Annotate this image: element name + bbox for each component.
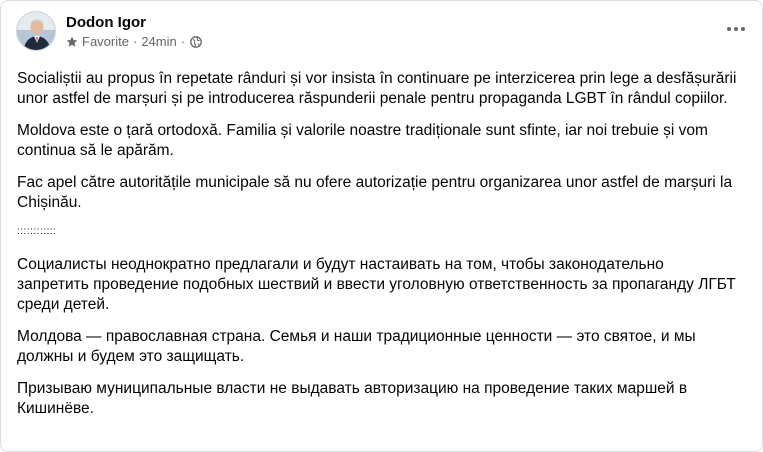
post-paragraph: Socialiștii au propus în repetate rânduri și vor insista în continuare pe interzicerea prin lege a desfășurării unor astfel de marșuri și pe introducerea răspunderii penale pentru propaganda LGBT în rândul copiilor. [17,70,737,107]
post-paragraph: Социалисты неоднократно предлагали и будут настаивать на том, чтобы законодательно запретить проведение подобных шествий и ввести уголовную ответственность за пропаганду ЛГБТ среди детей. [17,256,736,313]
post-separator: :::::::::::: [17,226,57,237]
post-meta [66,13,202,50]
more-options-button[interactable] [724,21,748,37]
post-header [16,11,202,51]
post-paragraph: Молдова — православная страна. Семья и наши традиционные ценности — это святое, и мы должны и будем это защищать. [17,328,696,365]
meta-separator: · [180,33,186,49]
author-avatar[interactable] [16,11,56,51]
profile-photo-icon [17,12,56,51]
post-time[interactable]: 24min [141,33,177,49]
author-name[interactable]: Dodon Igor [66,13,146,31]
star-icon [66,36,78,48]
more-options-icon [726,26,746,32]
post-paragraph: Fac apel către autoritățile municipale să nu ofere autorizație pentru organizarea unor astfel de marșuri la Chișinău. [17,174,733,211]
post-text [17,69,737,431]
globe-icon[interactable] [190,36,202,48]
post-subline [66,34,202,50]
post-paragraph: Moldova este o țară ortodoxă. Familia și valorile noastre tradiționale sunt sfinte, iar noi trebuie și vom continua să le apărăm. [17,122,708,159]
post-paragraph: Призываю муниципальные власти не выдавать авторизацию на проведение таких маршей в Кишинёве. [17,380,688,417]
meta-separator: · [132,33,138,49]
audience-label[interactable]: Favorite [82,33,129,49]
